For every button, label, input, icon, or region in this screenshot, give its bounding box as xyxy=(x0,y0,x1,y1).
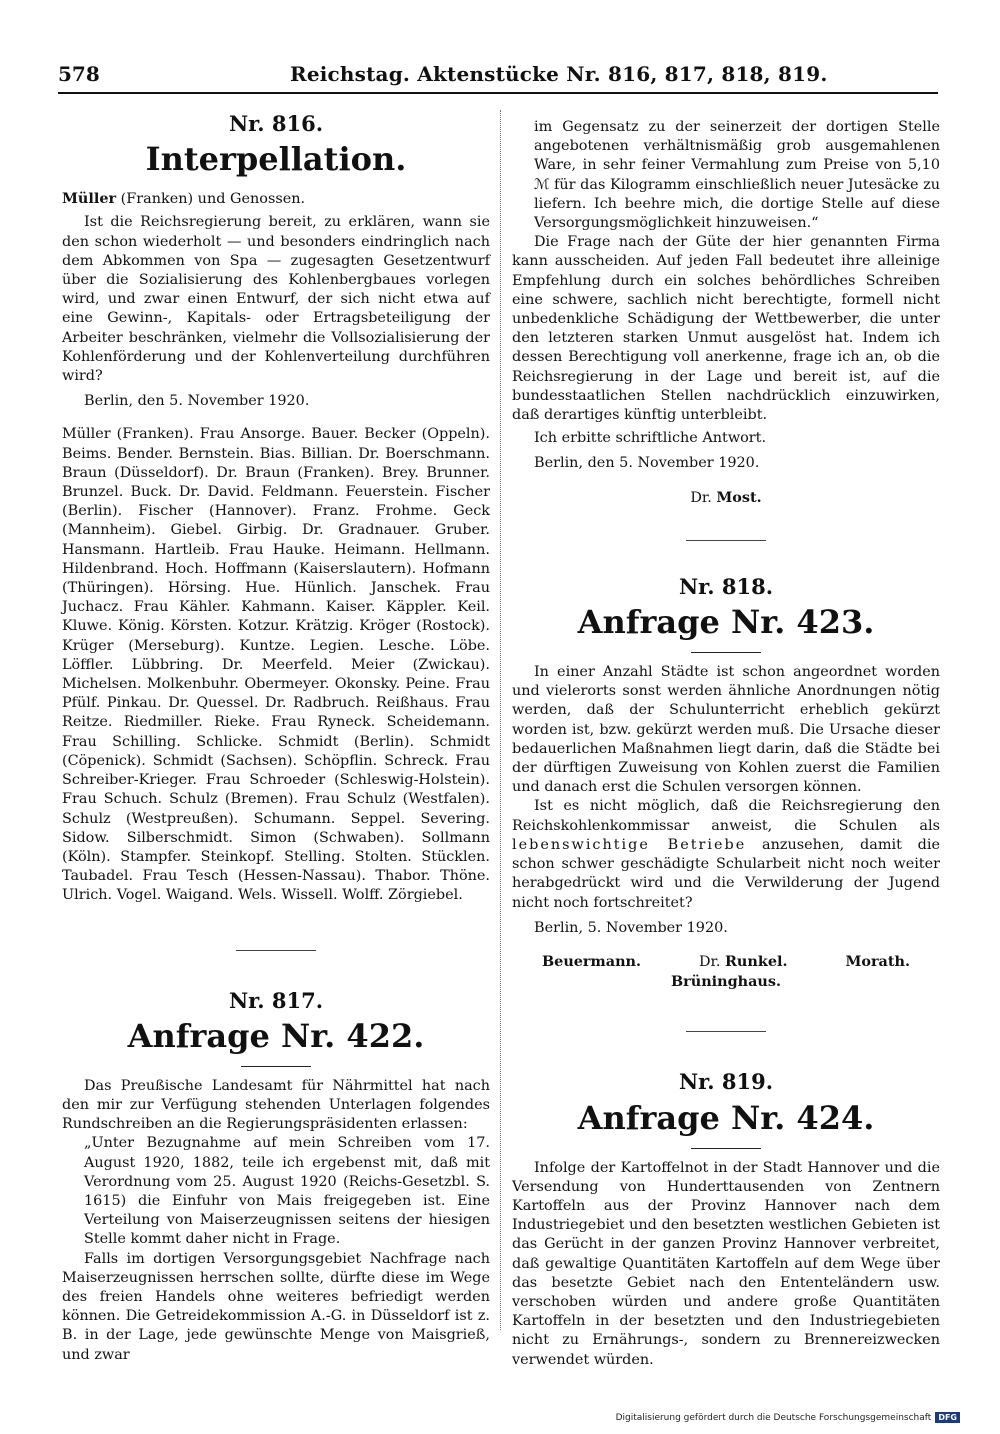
doc-819-body: Infolge der Kartoffelnot in der Stadt Hannover und die Versendung von Hunderttausenden von Zentnern Kartoffeln aus der Provinz Hannover nach dem Industriegebiet und den besetzten westlichen Gebieten ist das Gerücht in der ganzen Provinz Hannover verbreitet, daß gewaltige Quantitäten Kartoffeln auf dem Wege über das besetzte Gebiet nach den Ententeländern usw. verschoben würden und andere große Quantitäten Kartoffeln in der besetzten und den Industriegebieten nicht zu Ernährungs-, sondern zu Brennereizwecken verwendet würden. xyxy=(512,1159,940,1368)
doc-817-signer-prefix: Dr. xyxy=(690,489,717,506)
doc-817-number: Nr. 817. xyxy=(228,987,324,1013)
doc-818-signer-2-prefix: Dr. xyxy=(698,953,725,970)
doc-818-signer-3: Morath. xyxy=(845,952,910,970)
doc-816-authors xyxy=(62,189,490,209)
doc-818-para2-start: Ist es nicht möglich, daß die Reichsregierung den Reichskohlenkommissar anweist, die Schulen als xyxy=(512,798,940,834)
running-head: Reichstag. Aktenstücke Nr. 816, 817, 818, 819. xyxy=(290,62,828,86)
doc-817-signature xyxy=(512,488,940,508)
doc-819-title: Anfrage Nr. 424. xyxy=(577,1098,875,1137)
doc-816-date: Berlin, den 5. November 1920. xyxy=(84,393,310,410)
digitization-footer xyxy=(616,1412,960,1423)
doc-818-signer-1: Beuermann. xyxy=(542,952,642,970)
doc-817-intro: Das Preußische Landesamt für Nährmittel hat nach den mir zur Verfügung stehenden Unterlagen folgendes Rundschreiben an die Regierungspräsidenten erlassen: xyxy=(62,1077,490,1133)
doc-818-signer-4: Brüninghaus. xyxy=(670,973,782,991)
doc-818-date: Berlin, 5. November 1920. xyxy=(534,919,728,936)
doc-816-body: Ist die Reichsregierung bereit, zu erklären, wann sie den schon wiederholt — und besonders eindringlich nach dem Abkommen von Spa — zugesagten Gesetzentwurf über die Sozialisierung des Kohlenbergbaues vorlegen wird, und zwar einen Entwurf, der sich nicht etwa auf eine Gewinn-, Kapitals- oder Ertragsbeteiligung der Arbeiter beschränken, vielmehr die Vollsozialisierung der Kohlenförderung und der Kohlenverteilung durchführen wird? xyxy=(62,214,490,385)
doc-816-signatories: Müller (Franken). Frau Ansorge. Bauer. Becker (Oppeln). Beims. Bender. Bernstein. Bias. Billian. Dr. Boerschmann. Braun (Düsseldorf). Dr. Braun (Franken). Brey. Brunner. Brunzel. Buck. Dr. David. Feldmann. Feuerstein. Fischer (Berlin). Fischer (Hannover). Franz. Frohme. Geck (Mannheim). Giebel. Girbig. Dr. Gradnauer. Gruber. Hansmann. Hartleib. Frau Hauke. Heimann. Hellmann. Hildenbrand. Hoch. Hoffmann (Kaiserslautern). Hofmann (Thüringen). Hörsing. Hue. Hünlich. Janschek. Frau Juchacz. Frau Kähler. Kahmann. Kaiser. Käppler. Keil. Kluwe. König. Körsten. Kotzur. Krätzig. Kröger (Rostock). Krüger (Merseburg). Kuntze. Legien. Lesche. Löbe. Löffler. Lübbring. Dr. Meerfeld. Meier (Zwickau). Michelsen. Molkenbuhr. Obermeyer. Okonsky. Peine. Frau Pfülf. Pinkau. Dr. Quessel. Dr. Radbruch. Reißhaus. Frau Reitze. Riedmiller. Rieke. Frau Ryneck. Scheidemann. Frau Schilling. Schlicke. Schmidt (Berlin). Schmidt (Cöpenick). Schmidt (Sachsen). Schöpflin. Schreck. Frau Schreiber-Krieger. Frau Schroeder (Schleswig-Holstein). Frau Schuch. Schulz (Bremen). Frau Schulz (Westfalen). Schulz (Westpreußen). Schumann. Seppel. Severing. Sidow. Silberschmidt. Simon (Schwaben). Sollmann (Köln). Stampfer. Steinkopf. Stelling. Stolten. Stücklen. Taubadel. Frau Tesch (Hessen-Nassau). Thabor. Thöne. Ulrich. Vogel. Waigand. Wels. Wissell. Wolff. Zörgiebel. xyxy=(62,426,490,904)
doc-817-quote-2: Falls im dortigen Versorgungsgebiet Nachfrage nach Maiserzeugnissen herrschen sollte, dürfte diese im Wege des freien Handels ohne weiteres befriedigt werden können. Die Getreidekommission A.-G. in Düsseldorf ist z. B. in der Lage, jede gewünschte Menge von Maisgrieß, und zwar xyxy=(62,1250,490,1363)
doc-817-signer-name: Most. xyxy=(716,488,762,506)
title-rule xyxy=(691,1148,761,1149)
column-divider xyxy=(500,110,501,1330)
separator-rule xyxy=(686,540,766,541)
doc-816-title: Interpellation. xyxy=(145,140,407,179)
doc-818-title: Anfrage Nr. 423. xyxy=(577,603,875,642)
doc-817-continuation-1: im Gegensatz zu der seinerzeit der dortigen Stelle angebotenen verhältnismäßig grob ausgemahlenen Ware, in sehr feiner Vermahlung zum Preise von 5,10 ℳ für das Kilogramm einschließlich neuer Jutesäcke zu liefern. Ich beehre mich, die dortige Stelle auf diese Versorgungsmöglichkeit hinzuweisen.“ xyxy=(534,119,940,232)
page-header xyxy=(58,60,938,90)
right-column xyxy=(512,118,940,1370)
doc-817-continuation-2: Die Frage nach der Güte der hier genannten Firma kann ausscheiden. Auf jeden Fall bedeutet ihre alleinige Empfehlung durch ein solches behördliches Schreiben eine schwere, sachlich nicht berechtigte, formell nicht unbedenkliche Schädigung der Wettbewerber, die unter den letzteren starken Unmut ausgelöst hat. Indem ich dessen Berechtigung voll anerkenne, frage ich an, ob die Reichsregierung in der Lage und bereit ist, auf die bundesstaatlichen Stellen nachdrücklich einzuwirken, daß derartiges künftig unterbleibt. xyxy=(512,234,940,424)
dfg-logo: DFG xyxy=(935,1412,960,1423)
doc-819-number: Nr. 819. xyxy=(678,1069,774,1095)
doc-816-author-rest: (Franken) und Genossen. xyxy=(116,191,306,208)
page-number: 578 xyxy=(58,62,100,86)
doc-818-para2-spaced: lebenswichtige Betriebe xyxy=(512,836,747,853)
doc-817-title: Anfrage Nr. 422. xyxy=(127,1016,425,1055)
doc-817-date: Berlin, den 5. November 1920. xyxy=(534,455,760,472)
footer-text: Digitalisierung gefördert durch die Deutsche Forschungsgemeinschaft xyxy=(615,1412,932,1423)
doc-818-signer-2-name: Runkel. xyxy=(724,952,788,970)
doc-818-number: Nr. 818. xyxy=(678,573,774,599)
doc-816-author-name: Müller xyxy=(62,190,117,208)
doc-817-request: Ich erbitte schriftliche Antwort. xyxy=(534,430,767,447)
title-rule xyxy=(691,652,761,653)
separator-rule xyxy=(236,950,316,951)
doc-818-paragraph-1: In einer Anzahl Städte ist schon angeordnet worden und vielerorts sonst werden ähnliche Anordnungen nötig werden, daß der Schulunterricht erheblich gekürzt worden ist, bzw. gekürzt werden muß. Die Ursache dieser bedauerlichen Maßnahmen liegt darin, daß die Städte bei der dürftigen Zuweisung von Kohlen zuerst die Familien und danach erst die Schulen versorgen können. xyxy=(512,664,940,796)
doc-818-paragraph-2 xyxy=(512,797,940,912)
doc-818-signer-2 xyxy=(699,952,787,972)
doc-817-quote-1: „Unter Bezugnahme auf mein Schreiben vom 17. August 1920, 1882, teile ich ergebenst mit, daß mit Verordnung vom 25. August 1920 (Reichs-Gesetzbl. S. 1615) die Einfuhr von Mais freigegeben ist. Eine Verteilung von Maiserzeugnissen seitens der hiesigen Stelle kommt daher nicht in Frage. xyxy=(84,1135,490,1248)
left-column xyxy=(62,110,490,1365)
doc-816-number: Nr. 816. xyxy=(228,111,324,136)
separator-rule xyxy=(686,1031,766,1032)
doc-818-para2-end: anzusehen, damit die schon schwer geschädigte Schularbeit nicht noch weiter herabgedrückt wird und die Verwilderung der Jugend nicht noch fortschreitet? xyxy=(512,836,940,911)
doc-818-signers xyxy=(542,952,910,972)
header-rule xyxy=(58,92,938,94)
title-rule xyxy=(241,1066,311,1067)
